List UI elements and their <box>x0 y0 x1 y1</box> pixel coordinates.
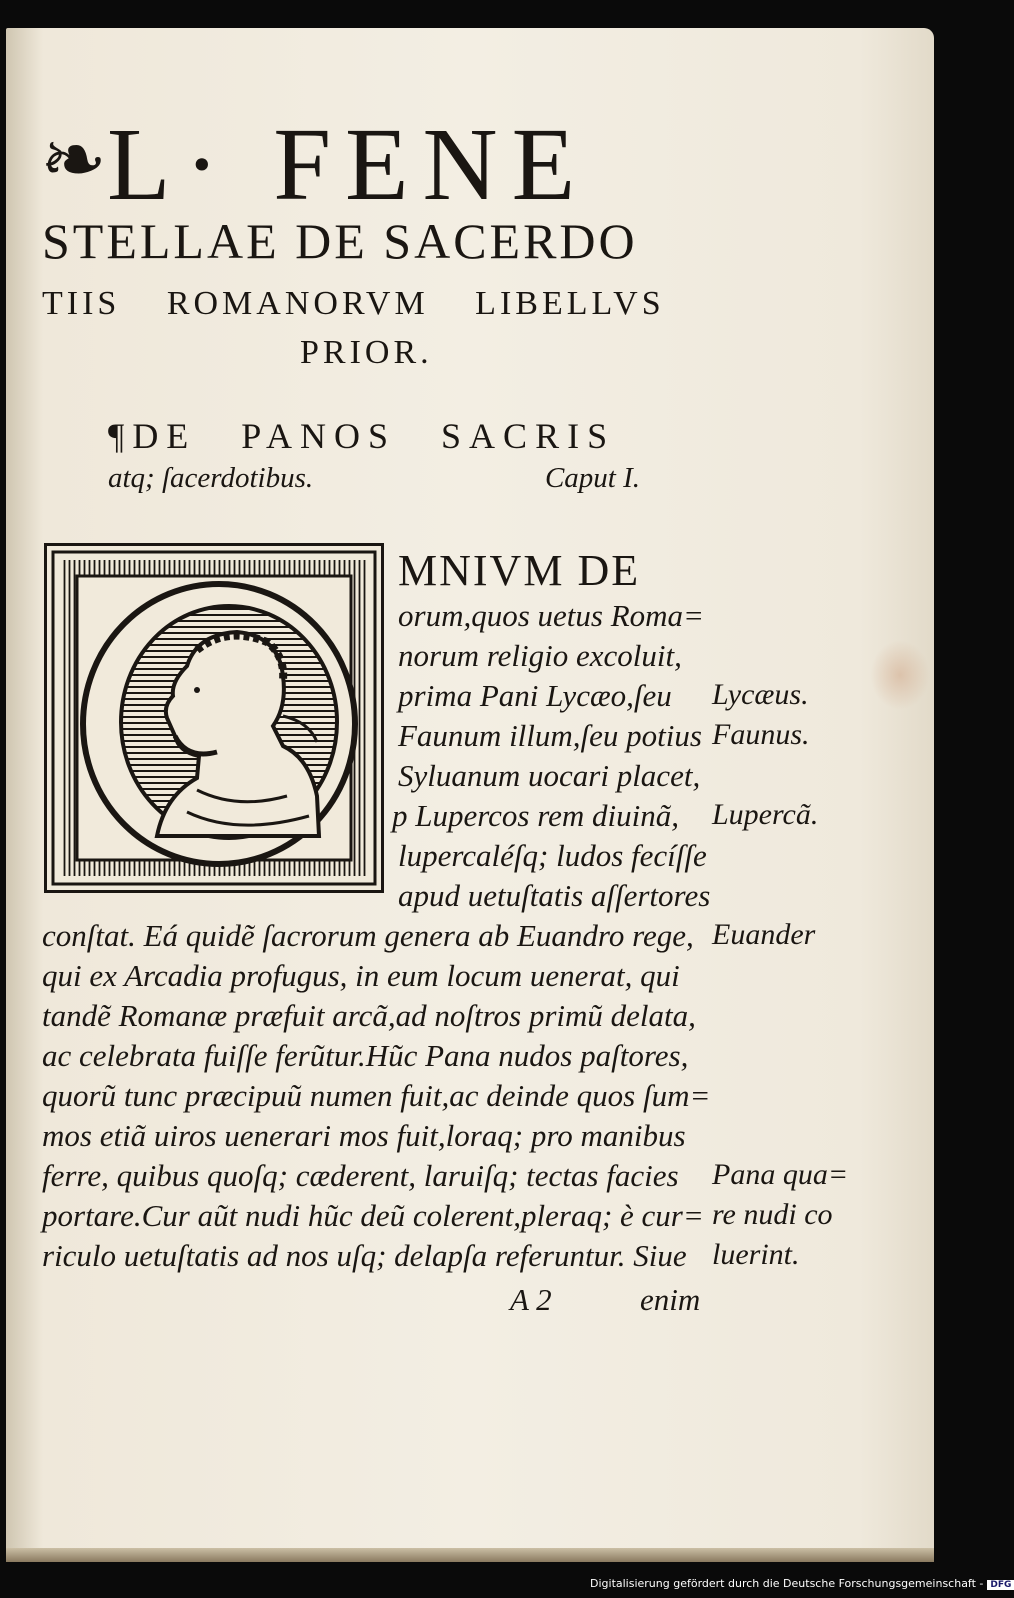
paper-stain <box>870 640 930 710</box>
text-line-5: Faunum illum,ſeu potius <box>398 718 702 753</box>
digitization-credit <box>590 1577 1014 1590</box>
text-line-7: p Lupercos rem diuinã, <box>392 798 680 833</box>
catchword: enim <box>640 1282 701 1317</box>
chapter-heading: ¶DE PANOS SACRIS <box>108 416 616 456</box>
text-line-17: portare.Cur aũt nudi hũc deũ colerent,pleraq; è cur= <box>42 1198 704 1233</box>
margin-note-nudi: re nudi co <box>712 1198 833 1231</box>
text-line-12: tandẽ Romanæ præfuit arcã,ad noſtros primũ delata, <box>42 998 696 1033</box>
text-line-6: Syluanum uocari placet, <box>398 758 701 793</box>
text-line-10: conſtat. Eá quidẽ ſacrorum genera ab Euandro rege, <box>42 918 694 953</box>
margin-note-coluerint: luerint. <box>712 1238 800 1271</box>
margin-note-euander: Euander <box>712 918 816 951</box>
margin-note-pana: Pana qua= <box>712 1158 849 1191</box>
dfg-logo: DFG <box>987 1580 1014 1590</box>
text-line-15: mos etiã uiros uenerari mos fuit,loraq; pro manibus <box>42 1118 686 1153</box>
pilcrow-icon: ¶ <box>108 416 133 456</box>
text-line-18: riculo uetuſtatis ad nos uſq; delapſa referuntur. Siue <box>42 1238 687 1273</box>
title-line-3: TIIS ROMANORVM LIBELLVS <box>42 285 665 322</box>
fleuron-ornament: ❧ <box>40 117 108 205</box>
title-line-2: STELLAE DE SACERDO <box>42 213 638 269</box>
credit-text: Digitalisierung gefördert durch die Deutsche Forschungsgemeinschaft - <box>590 1577 984 1590</box>
text-line-3: norum religio excoluit, <box>398 638 682 673</box>
chapter-subheading <box>108 462 640 495</box>
signature-mark: A 2 <box>510 1282 552 1317</box>
text-line-13: ac celebrata fuiſſe ferũtur.Hũc Pana nudos paſtores, <box>42 1038 689 1073</box>
text-line-9: apud uetuſtatis aſſertores <box>398 878 711 913</box>
chapter-number: Caput I. <box>544 462 640 494</box>
woodcut-initial-o <box>44 543 384 893</box>
text-line-16: ferre, quibus quoſq; cæderent, laruiſq; tectas facies <box>42 1158 679 1193</box>
text-line-2: orum,quos uetus Roma= <box>398 598 704 633</box>
text-line-1: MNIVM DE <box>398 546 641 595</box>
text-line-14: quorũ tunc præcipuũ numen fuit,ac deinde quos ſum= <box>42 1078 711 1113</box>
margin-note-lycaeus: Lycæus. <box>712 678 809 711</box>
margin-note-luperca: Lupercã. <box>712 798 819 831</box>
title-line-4: PRIOR. <box>300 334 433 371</box>
margin-note-faunus: Faunus. <box>712 718 810 751</box>
text-line-8: lupercaléſq; ludos fecíſſe <box>398 838 707 873</box>
text-line-11: qui ex Arcadia profugus, in eum locum uenerat, qui <box>42 958 680 993</box>
text-line-4: prima Pani Lycæo,ſeu <box>398 678 672 713</box>
title-line-1: ❧L· FENE <box>40 107 590 222</box>
chapter-sub: atq; ſacerdotibus. <box>108 462 314 494</box>
page-edge <box>6 1548 934 1562</box>
